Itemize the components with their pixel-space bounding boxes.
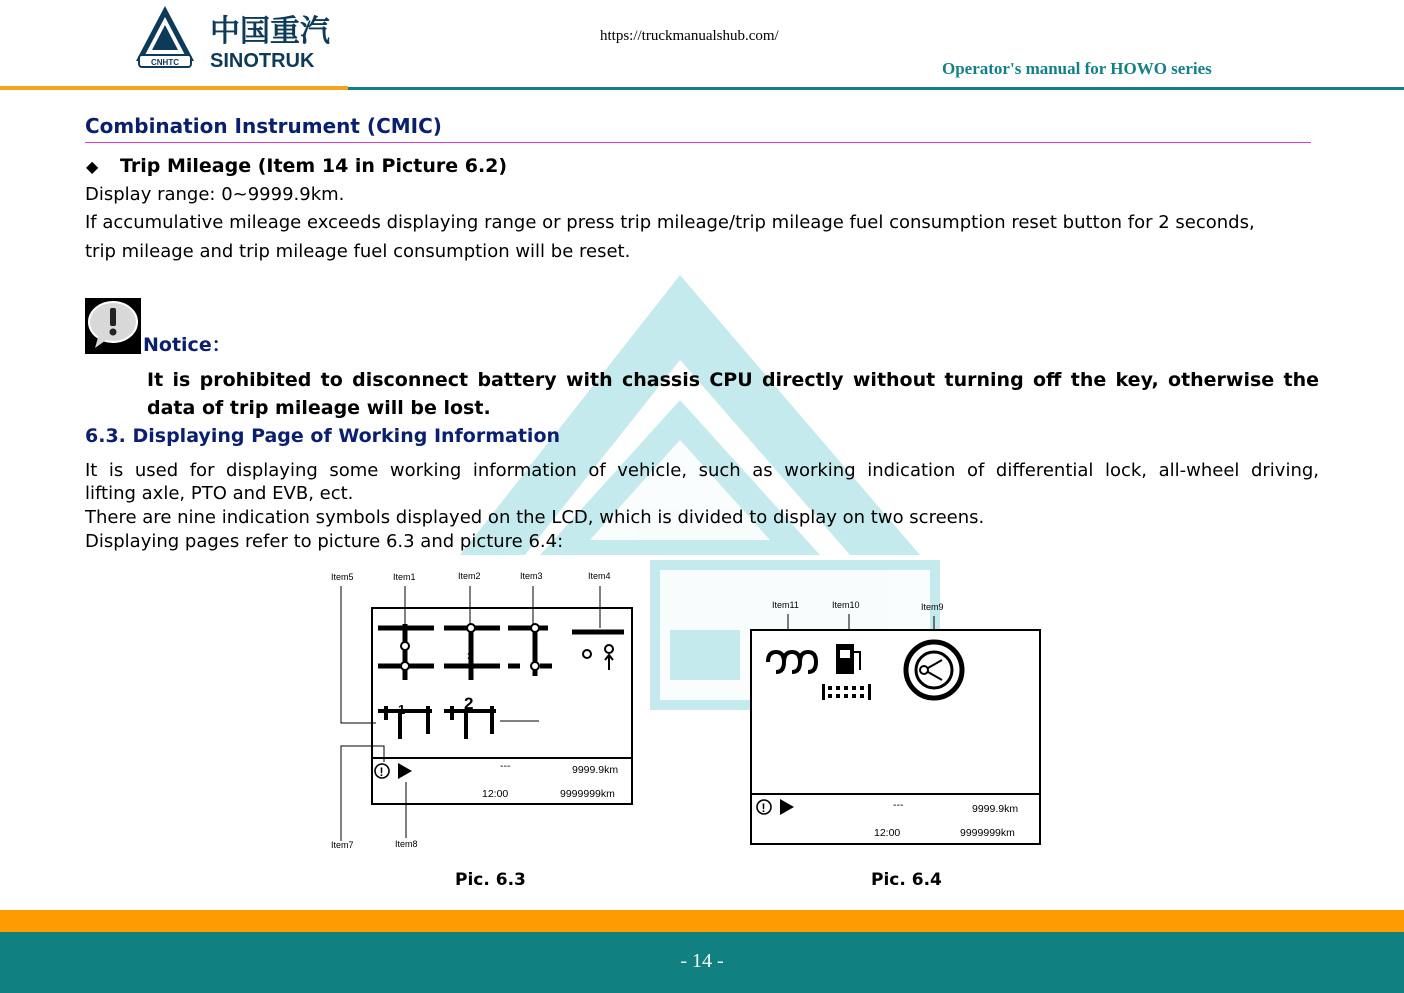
body-text-line-4: Displaying pages refer to picture 6.3 and picture 6.4:	[85, 531, 564, 552]
logo-chinese-text: 中国重汽	[210, 15, 330, 48]
pic64-trip: 9999.9km	[972, 803, 1019, 815]
label-item7: Item7	[331, 840, 354, 850]
reset-text-line-2: trip mileage and trip mileage fuel consumption will be reset.	[85, 241, 631, 262]
label-item3: Item3	[520, 571, 543, 581]
pic64-odo: 9999999km	[960, 827, 1015, 839]
svg-text:×: ×	[467, 649, 475, 663]
body-text-line-2: lifting axle, PTO and EVB, ect.	[85, 483, 354, 504]
figure-6-3-caption: Pic. 6.3	[455, 870, 526, 890]
logo-english-text: SINOTRUK	[210, 50, 315, 72]
pic64-time: 12:00	[874, 827, 901, 839]
notice-exclamation-icon	[85, 298, 141, 354]
label-item9: Item9	[921, 602, 944, 612]
pic63-dash: ---	[500, 760, 511, 772]
label-item2: Item2	[458, 571, 481, 581]
svg-text:1: 1	[398, 702, 406, 717]
body-text-line-3: There are nine indication symbols displayed on the LCD, which is divided to display on two screens.	[85, 507, 985, 528]
display-range-text: Display range: 0~9999.9km.	[85, 184, 345, 205]
diamond-bullet-icon: ◆	[86, 157, 99, 176]
header-url[interactable]: https://truckmanualshub.com/	[600, 28, 779, 44]
pic63-odo: 9999999km	[560, 788, 615, 800]
pic63-trip: 9999.9km	[572, 764, 619, 776]
label-item8: Item8	[395, 839, 418, 849]
svg-text:!: !	[379, 765, 384, 779]
sinotruk-logo	[132, 3, 347, 73]
figure-6-3-lcd-diagram	[328, 566, 638, 852]
pic64-dash: ---	[893, 799, 904, 811]
body-text-line-1: It is used for displaying some working information of vehicle, such as working indication of differential lock, all-wheel driving,	[85, 460, 1319, 481]
svg-text:2: 2	[464, 694, 474, 713]
notice-text-line-2: data of trip mileage will be lost.	[147, 397, 491, 419]
logo-badge-text: CNHTC	[151, 58, 179, 67]
notice-text-line-1: It is prohibited to disconnect battery with chassis CPU directly without turning off the key, otherwise the	[147, 369, 1319, 391]
section-rule	[85, 142, 1311, 143]
header-rule-teal	[348, 87, 1404, 90]
notice-label: Notice：	[143, 334, 231, 356]
label-item1: Item1	[393, 572, 416, 582]
trip-mileage-heading: Trip Mileage (Item 14 in Picture 6.2)	[120, 155, 508, 177]
figure-6-4-lcd-diagram	[748, 596, 1044, 848]
figure-6-4-caption: Pic. 6.4	[871, 870, 942, 890]
header-rule-orange	[0, 86, 348, 90]
label-item11: Item11	[772, 600, 799, 610]
page-number: - 14 -	[680, 950, 724, 972]
section-title: Combination Instrument (CMIC)	[85, 114, 442, 138]
label-item4: Item4	[588, 571, 611, 581]
footer-band-orange	[0, 910, 1404, 932]
label-item5: Item5	[331, 572, 354, 582]
reset-text-line-1: If accumulative mileage exceeds displaying range or press trip mileage/trip mileage fuel consumption reset button for 2 seconds,	[85, 212, 1255, 233]
svg-text:!: !	[761, 801, 766, 815]
label-item10: Item10	[832, 600, 860, 610]
pic63-time: 12:00	[482, 788, 509, 800]
subsection-heading: 6.3. Displaying Page of Working Information	[85, 425, 561, 447]
manual-title: Operator's manual for HOWO series	[942, 59, 1212, 78]
